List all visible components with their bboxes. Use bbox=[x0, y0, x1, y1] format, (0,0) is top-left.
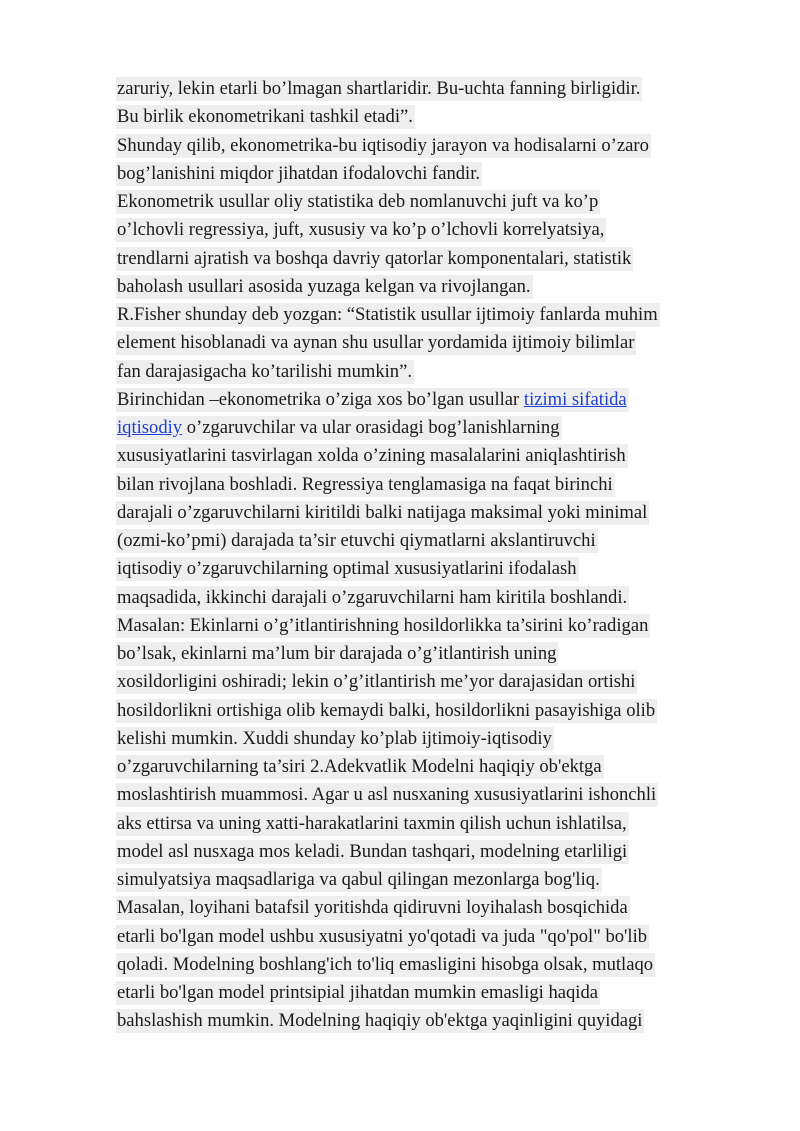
line-text: simulyatsiya maqsadlariga va qabul qilingan mezonlarga bog'liq. bbox=[117, 869, 600, 890]
text-line bbox=[116, 329, 746, 357]
line-text: o’zgaruvchilarning ta’siri 2.Adekvatlik Modelni haqiqiy ob'ektga bbox=[117, 756, 602, 777]
line-text: bog’lanishini miqdor jihatdan ifodalovchi fandir. bbox=[117, 162, 481, 184]
text-line bbox=[116, 1007, 746, 1035]
text-line bbox=[116, 527, 746, 555]
text-line bbox=[116, 810, 746, 838]
document-body bbox=[116, 75, 746, 1036]
line-text: Ekonometrik usullar oliy statistika deb nomlanuvchi juft va ko’p bbox=[117, 191, 599, 212]
text-line bbox=[116, 386, 746, 414]
line-text: o’lchovli regressiya, juft, xususiy va ko’p o’lchovli korrelyatsiya, bbox=[117, 219, 605, 241]
line-text-with-link bbox=[116, 416, 562, 440]
text-line bbox=[116, 725, 746, 753]
text-line bbox=[116, 358, 746, 386]
text-line bbox=[116, 414, 746, 442]
text-line bbox=[116, 584, 746, 612]
line-text: darajali o’zgaruvchilarni kiritildi balki natijaga maksimal yoki minimal bbox=[117, 501, 648, 523]
text-line bbox=[116, 499, 746, 527]
line-text: bo’lsak, ekinlarni ma’lum bir darajada o’g’itlantirish uning bbox=[117, 643, 557, 664]
text-line bbox=[116, 103, 746, 131]
text-line bbox=[116, 979, 746, 1007]
line-text: aks ettirsa va uning xatti-harakatlarini taxmin qilish uchun ishlatilsa, bbox=[117, 812, 627, 834]
line-text: model asl nusxaga mos keladi. Bundan tashqari, modelning etarliligi bbox=[117, 840, 628, 862]
line-text: qoladi. Modelning boshlang'ich to'liq emasligini hisobga olsak, mutlaqo bbox=[117, 953, 654, 975]
text-line bbox=[116, 301, 746, 329]
line-text: bilan rivojlana boshladi. Regressiya tenglamasiga na faqat birinchi bbox=[117, 473, 613, 495]
line-text: fan darajasigacha ko’tarilishi mumkin”. bbox=[117, 360, 412, 382]
text-line bbox=[116, 75, 746, 103]
text-line bbox=[116, 640, 746, 668]
line-text: o’zgaruvchilar va ular orasidagi bog’lanishlarning bbox=[182, 417, 560, 438]
line-text: Masalan: Ekinlarni o’g’itlantirishning hosildorlikka ta’sirini ko’radigan bbox=[117, 614, 649, 636]
line-text: zaruriy, lekin etarli bo’lmagan shartlaridir. Bu-uchta fanning birligidir. bbox=[117, 78, 641, 99]
line-text: element hisoblanadi va aynan shu usullar yordamida ijtimoiy bilimlar bbox=[117, 332, 635, 354]
text-line bbox=[116, 894, 746, 922]
inline-link-tizimi-sifatida[interactable]: tizimi sifatida bbox=[523, 388, 627, 410]
line-text: etarli bo'lgan model printsipial jihatdan mumkin emasligi haqida bbox=[117, 982, 599, 1003]
line-text: bahslashish mumkin. Modelning haqiqiy ob'ektga yaqinligini quyidagi bbox=[117, 1010, 643, 1032]
text-line bbox=[116, 753, 746, 781]
text-line bbox=[116, 668, 746, 696]
line-text: (ozmi-ko’pmi) darajada ta’sir etuvchi qiymatlarni akslantiruvchi bbox=[117, 530, 596, 551]
text-line bbox=[116, 555, 746, 583]
text-line bbox=[116, 132, 746, 160]
text-line bbox=[116, 188, 746, 216]
text-line bbox=[116, 697, 746, 725]
text-line bbox=[116, 160, 746, 188]
text-line bbox=[116, 273, 746, 301]
line-text: maqsadida, ikkinchi darajali o’zgaruvchilarni ham kiritila boshlandi. bbox=[117, 586, 628, 608]
line-text: kelishi mumkin. Xuddi shunday ko’plab ijtimoiy-iqtisodiy bbox=[117, 727, 552, 749]
line-text: baholash usullari asosida yuzaga kelgan va rivojlangan. bbox=[117, 275, 531, 297]
line-text: moslashtirish muammosi. Agar u asl nusxaning xususiyatlarini ishonchli bbox=[117, 784, 657, 806]
line-text: Masalan, loyihani batafsil yoritishda qidiruvni loyihalash bosqichida bbox=[117, 897, 628, 919]
text-line bbox=[116, 781, 746, 809]
line-text: xususiyatlarini tasvirlagan xolda o’zining masalalarini aniqlashtirish bbox=[117, 445, 626, 467]
line-text: etarli bo'lgan model ushbu xususiyatni yo'qotadi va juda "qo'pol" bo'lib bbox=[117, 925, 648, 947]
line-text: Bu birlik ekonometrikani tashkil etadi”. bbox=[117, 106, 413, 128]
text-line bbox=[116, 838, 746, 866]
text-line bbox=[116, 216, 746, 244]
text-line bbox=[116, 923, 746, 951]
text-line bbox=[116, 471, 746, 499]
line-text: iqtisodiy o’zgaruvchilarning optimal xususiyatlarini ifodalash bbox=[117, 558, 577, 580]
line-text: R.Fisher shunday deb yozgan: “Statistik usullar ijtimoiy fanlarda muhim bbox=[117, 304, 658, 325]
text-line bbox=[116, 951, 746, 979]
text-line bbox=[116, 612, 746, 640]
line-text: xosildorligini oshiradi; lekin o’g’itlantirish me’yor darajasidan ortishi bbox=[117, 671, 636, 693]
line-text: hosildorlikni ortishiga olib kemaydi balki, hosildorlikni pasayishiga olib bbox=[117, 699, 656, 721]
line-text: trendlarni ajratish va boshqa davriy qatorlar komponentalari, statistik bbox=[117, 247, 632, 269]
line-text: Birinchidan –ekonometrika o’ziga xos bo’lgan usullar bbox=[117, 388, 524, 410]
text-line bbox=[116, 442, 746, 470]
line-text-with-link bbox=[116, 388, 629, 412]
text-line bbox=[116, 245, 746, 273]
text-line bbox=[116, 866, 746, 894]
line-text: Shunday qilib, ekonometrika-bu iqtisodiy jarayon va hodisalarni o’zaro bbox=[117, 134, 649, 156]
inline-link-iqtisodiy[interactable]: iqtisodiy bbox=[117, 417, 183, 438]
